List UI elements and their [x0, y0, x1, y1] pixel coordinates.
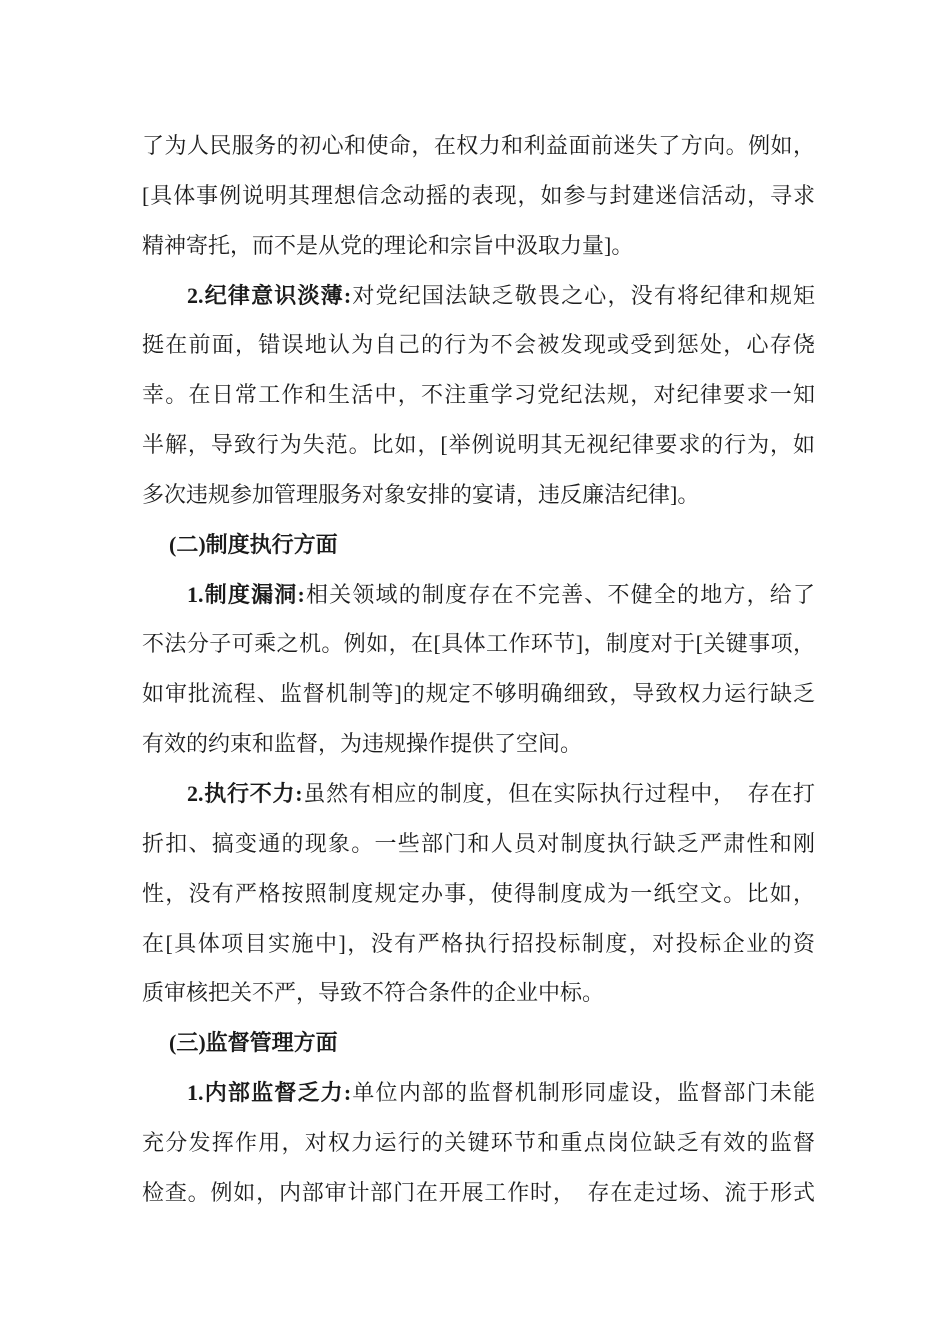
text-line: 多次违规参加管理服务对象安排的宴请，违反廉洁纪律]。	[142, 481, 700, 507]
text-line: 充分发挥作用，对权力运行的关键环节和重点岗位缺乏有效的监督	[142, 1129, 815, 1155]
text-line: [具体事例说明其理想信念动摇的表现，如参与封建迷信活动，寻求	[142, 182, 815, 208]
document-text-block	[142, 121, 815, 1218]
paragraph-continuation	[142, 121, 815, 271]
text-line: 挺在前面，错误地认为自己的行为不会被发现或受到惩处，心存侥	[142, 332, 815, 358]
paragraph-text: 虽然有相应的制度，但在实际执行过程中， 存在打	[302, 780, 815, 806]
section-heading-system-execution: (二)制度执行方面	[169, 531, 338, 557]
paragraph-run-in-label: 2.纪律意识淡薄:	[187, 282, 352, 308]
text-line: 折扣、搞变通的现象。一些部门和人员对制度执行缺乏严肃性和刚	[142, 830, 815, 856]
paragraph-weak-internal-supervision	[142, 1068, 815, 1218]
text-line: 质审核把关不严，导致不符合条件的企业中标。	[142, 980, 605, 1006]
paragraph-run-in-label: 1.制度漏洞:	[187, 581, 305, 607]
paragraph-run-in-label: 2.执行不力:	[187, 780, 303, 806]
text-line: 精神寄托，而不是从党的理论和宗旨中汲取力量]。	[142, 232, 634, 258]
text-line: 不法分子可乘之机。例如，在[具体工作环节]，制度对于[关键事项，	[142, 631, 815, 657]
paragraph-text: 对党纪国法缺乏敬畏之心，没有将纪律和规矩	[351, 282, 815, 308]
paragraph-text: 相关领域的制度存在不完善、不健全的地方，给了	[304, 581, 815, 607]
text-line: 幸。在日常工作和生活中，不注重学习党纪法规，对纪律要求一知	[142, 382, 815, 408]
paragraph-weak-execution	[142, 769, 815, 1018]
section-heading-supervision-management: (三)监督管理方面	[169, 1030, 338, 1056]
text-line	[142, 769, 815, 819]
paragraph-system-loopholes	[142, 570, 815, 769]
paragraph-run-in-label: 1.内部监督乏力:	[187, 1080, 352, 1106]
text-line	[142, 1068, 815, 1118]
text-line: 有效的约束和监督，为违规操作提供了空间。	[142, 731, 583, 757]
paragraph-text: 单位内部的监督机制形同虚设，监督部门未能	[351, 1080, 815, 1106]
text-line: 半解，导致行为失范。比如，[举例说明其无视纪律要求的行为，如	[142, 432, 815, 458]
text-line: 如审批流程、监督机制等]的规定不够明确细致，导致权力运行缺乏	[142, 681, 815, 707]
paragraph-discipline-awareness	[142, 271, 815, 520]
text-line: 性，没有严格按照制度规定办事，使得制度成为一纸空文。比如，	[142, 880, 815, 906]
text-line: 了为人民服务的初心和使命，在权力和利益面前迷失了方向。例如，	[142, 133, 815, 158]
text-line	[142, 271, 815, 321]
text-line: 检查。例如，内部审计部门在开展工作时， 存在走过场、流于形式	[142, 1179, 815, 1205]
text-line	[142, 570, 815, 620]
text-line: 在[具体项目实施中]，没有严格执行招投标制度，对投标企业的资	[142, 930, 815, 956]
